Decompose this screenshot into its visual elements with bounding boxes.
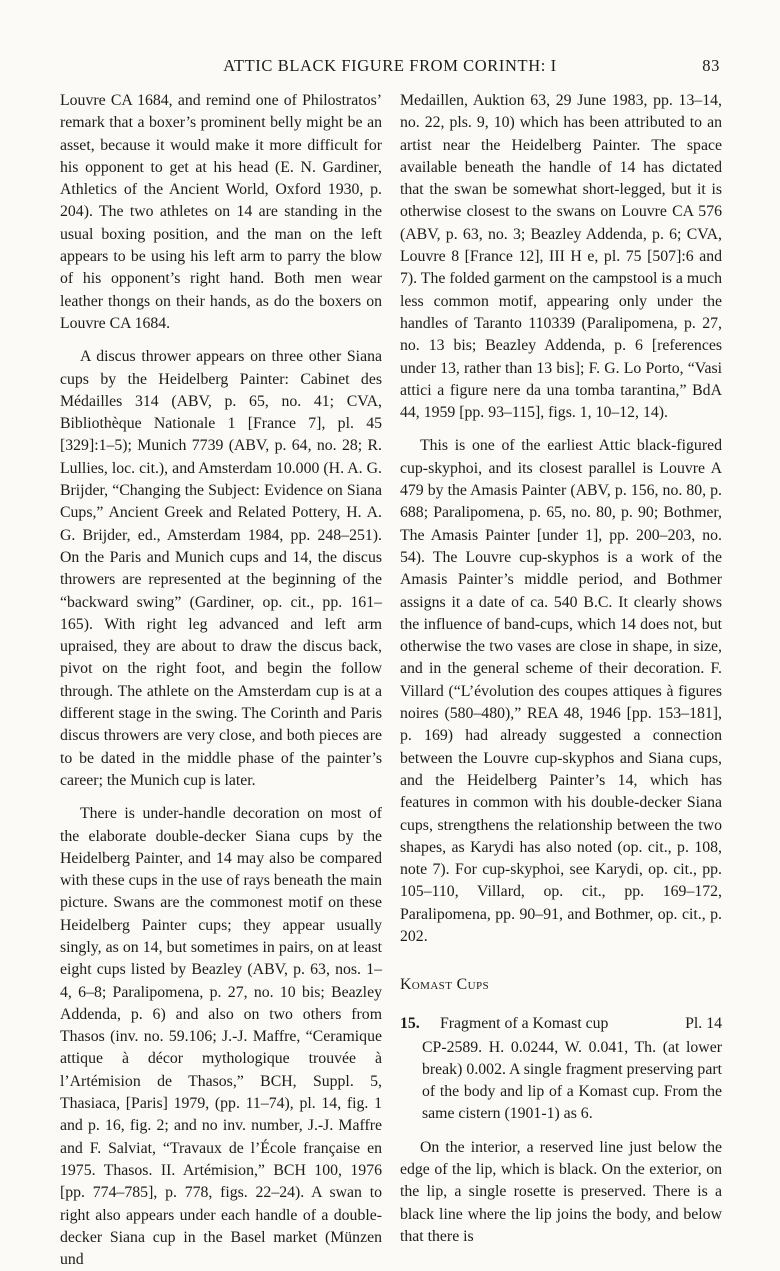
left-column	[60, 90, 382, 1271]
section-heading: Komast Cups	[400, 976, 489, 994]
right-column	[400, 90, 722, 1248]
page-number: 83	[702, 56, 720, 75]
entry-description: CP-2589. H. 0.0244, W. 0.041, Th. (at lower break) 0.002. A single fragment preserving part of the body and lip of a Komast cup. From the same cistern (1901-1) as 6.	[422, 1038, 722, 1123]
paragraph: There is under-handle decoration on most of the elaborate double-decker Siana cups by the Heidelberg Painter, and 14 may also be compared with these cups in the use of rays beneath the main picture. Swans are the commonest motif on these Heidelberg Painter cups; they appear usually singly, as on 14, but sometimes in pairs, on at least eight cups listed by Beazley (ABV, p. 63, nos. 1–4, 6–8; Paralipomena, p. 27, no. 10 bis; Beazley Addenda, p. 6) and also on two others from Thasos (inv. no. 59.106; J.-J. Maffre, “Ceramique attique à décor mythologique trouvée à l’Artémision de Thasos,” BCH, Suppl. 5, Thasiaca, [Paris] 1979, (pp. 11–74), pl. 14, fig. 1 and p. 16, fig. 2; and no inv. number, J.-J. Maffre and F. Salviat, “Travaux de l’École française en 1975. Thasos. II. Artémision,” BCH 100, 1976 [pp. 774–785], p. 778, figs. 22–24). A swan to right also appears under each handle of a double-decker Siana cup in the Basel market (Münzen und	[60, 805, 382, 1269]
paragraph: Medaillen, Auktion 63, 29 June 1983, pp. 13–14, no. 22, pls. 9, 10) which has been attributed to an artist near the Heidelberg Painter. The space available beneath the handle of 14 has dictated that the swan be somewhat short-legged, but it is otherwise closest to the swans on Louvre CA 576 (ABV, p. 63, no. 3; Beazley Addenda, p. 6; CVA, Louvre 8 [France 12], III H e, pl. 75 [507]:6 and 7). The folded garment on the campstool is a much less common motif, appearing only under the handles of Taranto 110339 (Paralipomena, p. 27, no. 13 bis; Beazley Addenda, p. 6 [references under 13, rather than 13 bis]; F. G. Lo Porto, “Vasi attici a figure nere da una tomba tarantina,” BdA 44, 1959 [pp. 93–115], figs. 1, 10–12, 14).	[400, 92, 722, 422]
paragraph: This is one of the earliest Attic black-figured cup-skyphoi, and its closest parallel is Louvre A 479 by the Amasis Painter (ABV, p. 156, no. 80, p. 688; Paralipomena, p. 65, no. 80, p. 90; Bothmer, The Amasis Painter [under 1], pp. 200–203, no. 54). The Louvre cup-skyphos is a work of the Amasis Painter’s middle period, and Bothmer assigns it a date of ca. 540 B.C. It clearly shows the influence of band-cups, which 14 does not, but otherwise the two vases are close in shape, in size, and in the general scheme of their decoration. F. Villard (“L’évolution des coupes attiques à figures noires (580–480),” REA 48, 1946 [pp. 153–181], p. 169) had already suggested a connection between the Louvre cup-skyphos and Siana cups, and the Heidelberg Painter’s 14, which has features in common with his double-decker Siana cups, strengthens the relationship between the two shapes, as Karydi has also noted (op. cit., p. 108, note 7). For cup-skyphoi, see Karydi, op. cit., pp. 105–110, Villard, op. cit., pp. 169–172, Paralipomena, pp. 90–91, and Bothmer, op. cit., p. 202.	[400, 437, 722, 945]
catalogue-entry-header	[400, 1013, 722, 1036]
running-head	[60, 56, 720, 78]
entry-title: Fragment of a Komast cup	[440, 1014, 609, 1032]
paragraph: On the interior, a reserved line just below the edge of the lip, which is black. On the exterior, on the lip, a single rosette is preserved. There is a black line where the lip joins the body, and below that there is	[400, 1138, 722, 1245]
paragraph: A discus thrower appears on three other Siana cups by the Heidelberg Painter: Cabinet des Médailles 314 (ABV, p. 65, no. 41; CVA, Bibliothèque Nationale 1 [France 7], pl. 45 [329]:1–5); Munich 7739 (ABV, p. 64, no. 28; R. Lullies, loc. cit.), and Amsterdam 10.000 (H. A. G. Brijder, “Changing the Subject: Evidence on Siana Cups,” Ancient Greek and Related Pottery, H. A. G. Brijder, ed., Amsterdam 1984, pp. 248–251). On the Paris and Munich cups and 14, the discus throwers are represented at the beginning of the “backward swing” (Gardiner, op. cit., pp. 161–165). With right leg advanced and left arm upraised, they are about to draw the discus back, pivot on the right foot, and begin the follow through. The athlete on the Amsterdam cup is at a different stage in the swing. The Corinth and Paris discus throwers are very close, and both pieces are to be dated in the middle phase of the painter’s career; the Munich cup is later.	[60, 348, 382, 789]
entry-plate: Pl. 14	[685, 1014, 722, 1032]
running-title: ATTIC BLACK FIGURE FROM CORINTH: I	[223, 56, 557, 75]
entry-number: 15.	[400, 1014, 420, 1032]
paragraph: Louvre CA 1684, and remind one of Philostratos’ remark that a boxer’s prominent belly might be an asset, because it would make it more difficult for his opponent to get at his head (E. N. Gardiner, Athletics of the Ancient World, Oxford 1930, p. 204). The two athletes on 14 are standing in the usual boxing position, and the man on the left appears to be using his left arm to parry the blow of his opponent’s right hand. Both men wear leather thongs on their hands, as do the boxers on Louvre CA 1684.	[60, 92, 382, 332]
